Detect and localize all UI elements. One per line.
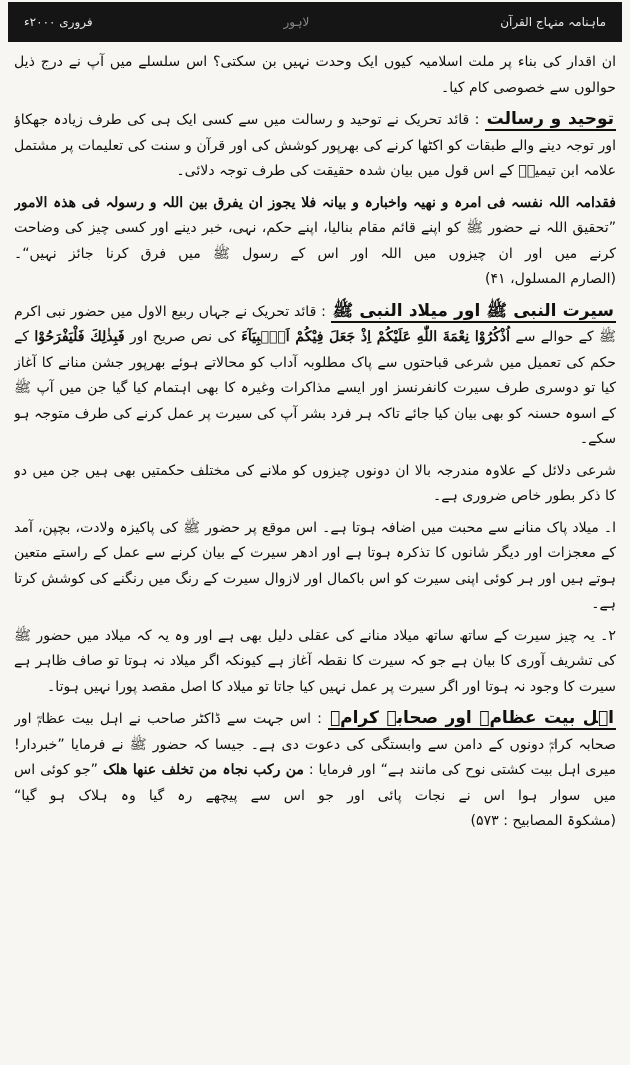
paragraph-quote-ibn-taymiyya <box>14 191 616 293</box>
hadith-arabic: من رکب نجاہ من تخلف عنھا ھلک <box>102 762 304 778</box>
section-heading-tawheed: توحید و رسالت <box>486 109 615 129</box>
paragraph-tawheed-text: : قائد تحریک نے توحید و رسالت میں سے کسی ایک ہی کی طرف زیادہ جھکاؤ اور توجہ دینے والے طبقات کو اکٹھا کرنے کی بھرپور کوشش کی اور قرآن و سنت کی تعلیمات پر مشتمل علامہ ابن تیمیہؒ کے اس قول میں بیان شدہ حقیقت کی طرف توجہ دلائی۔ <box>14 112 616 179</box>
article-body <box>14 50 616 1056</box>
paragraph-seerat-text: : قائد تحریک نے جہاں ربیع الاول میں حضور نبی اکرم ﷺ کے حوالے سے <box>14 303 616 345</box>
paragraph-ahl-bait <box>14 706 616 835</box>
arabic-quote: فقدامہ اللہ نفسہ فی امرہ و نھیہ واخبارہ و بیانہ فلا یجوز ان یفرق بین اللہ و رسولہ فی ھذہ الامور <box>14 194 616 211</box>
quranic-verse-2: فَبِذٰلِكَ فَلْيَفْرَحُوْا <box>34 329 125 345</box>
quote-reference: (الصارم المسلول، ۴۱) <box>484 271 616 287</box>
quote-translation: ”تحقیق اللہ نے حضور ﷺ کو اپنے قائم مقام بنالیا، اپنے حکم، نہی، خبر دینے اور کسی چیز کی وضاحت کرنے میں اور ان چیزوں میں اللہ اور اس کے رسول ﷺ میں فرق کرنا جائز نہیں“۔ <box>14 220 616 262</box>
hadith-reference: (مشکوۃ المصابیح : ۵۷۳) <box>470 813 616 829</box>
quranic-verse-1: اُذْكُرُوْا نِعْمَةَ اللّٰهِ عَلَيْكُمْ اِذْ جَعَلَ فِيْكُمْ اَنْۢبِيَآءَ <box>241 329 511 345</box>
paragraph-seerat-rest: کے حکم کی تعمیل میں شرعی قباحتوں سے پاک مطلوبہ آداب کو محالاتے ہوئے بھرپور جشن منانے کا آغاز کیا تو دوسری طرف سیرت کانفرنسز اور ایسے مذاکرات وغیرہ کا بھی اہتمام کیا گیا جن میں آپ ﷺ کے اسوہ حسنہ کو بھی بیان کیا جائے تاکہ ہر فرد بشر آپ کی سیرت پر عمل کرنے کی طرف متوجہ ہو سکے۔ <box>14 329 616 447</box>
paragraph-tawheed <box>14 107 616 185</box>
paragraph-intro: ان اقدار کی بناء پر ملت اسلامیہ کیوں ایک وحدت نہیں بن سکتی؟ اس سلسلے میں آپ نے درج ذیل حوالوں سے خصوصی کام کیا۔ <box>14 54 616 96</box>
header-city: لاہور <box>283 15 310 29</box>
paragraph-point-2: ۲۔ یہ چیز سیرت کے ساتھ ساتھ میلاد منانے کی عقلی دلیل بھی ہے اور وہ یہ کہ میلاد میں حضور ﷺ کی تشریف آوری کا بیان ہے جو کہ سیرت کا نقطہ آغاز ہے کیونکہ اگر میلاد نہ ہوتا تو صاف ظاہر ہے سیرت کا وجود نہ ہوتا اور اگر سیرت پر عمل نہیں کیا جاتا تو میلاد کا اصل مقصد پورا نہیں ہوتا۔ <box>14 627 616 695</box>
paragraph-point-1: ا۔ میلاد پاک منانے سے محبت میں اضافہ ہوتا ہے۔ اس موقع پر حضور ﷺ کی پاکیزہ ولادت، بچپن، آمد کے معجزات اور دیگر شانوں کا تذکرہ ہوتا ہے اور ادھر سیرت کے بیان کرنے سے عمل کے راستے متعین ہوتے ہیں اور ہر کوئی اپنی سیرت کو اس باکمال اور لازوال سیرت کے رنگ میں رنگنے کی کوشش کرتا ہے۔ <box>14 519 616 612</box>
running-header <box>8 2 622 42</box>
paragraph-ahl-bait-text: : اس جہت سے ڈاکٹر صاحب نے اہل بیت عظامؓ اور صحابہ کرامؓ دونوں کے دامن سے وابستگی کی دعوت دی ہے۔ جیسا کہ حضور ﷺ نے فرمایا ”خبردار! میری اہل بیت کشتی نوح کی مانند ہے“ اور فرمایا : <box>14 711 616 778</box>
section-heading-seerat-milad: سیرت النبی ﷺ اور میلاد النبی ﷺ <box>332 300 614 321</box>
paragraph-seerat-milad <box>14 299 616 453</box>
paragraph-wisdoms: شرعی دلائل کے علاوہ مندرجہ بالا ان دونوں چیزوں کو ملانے کی مختلف حکمتیں بھی ہیں جن میں دو کا ذکر بطور خاص ضروری ہے۔ <box>14 462 616 504</box>
section-heading-ahl-bait: اہل بیت عظامؓ اور صحابہ کرامؓ <box>329 708 615 728</box>
header-issue-date: فروری ۲۰۰۰ء <box>24 15 93 29</box>
paragraph-seerat-connector: کی نص صریح اور <box>129 329 236 345</box>
header-magazine-title: ماہنامہ منہاج القرآن <box>500 15 606 29</box>
hadith-translation: ”جو کوئی اس میں سوار ہوا اس نے نجات پائی اور جو اس سے پیچھے رہ گیا وہ ہلاک ہو گیا“ <box>14 762 616 804</box>
